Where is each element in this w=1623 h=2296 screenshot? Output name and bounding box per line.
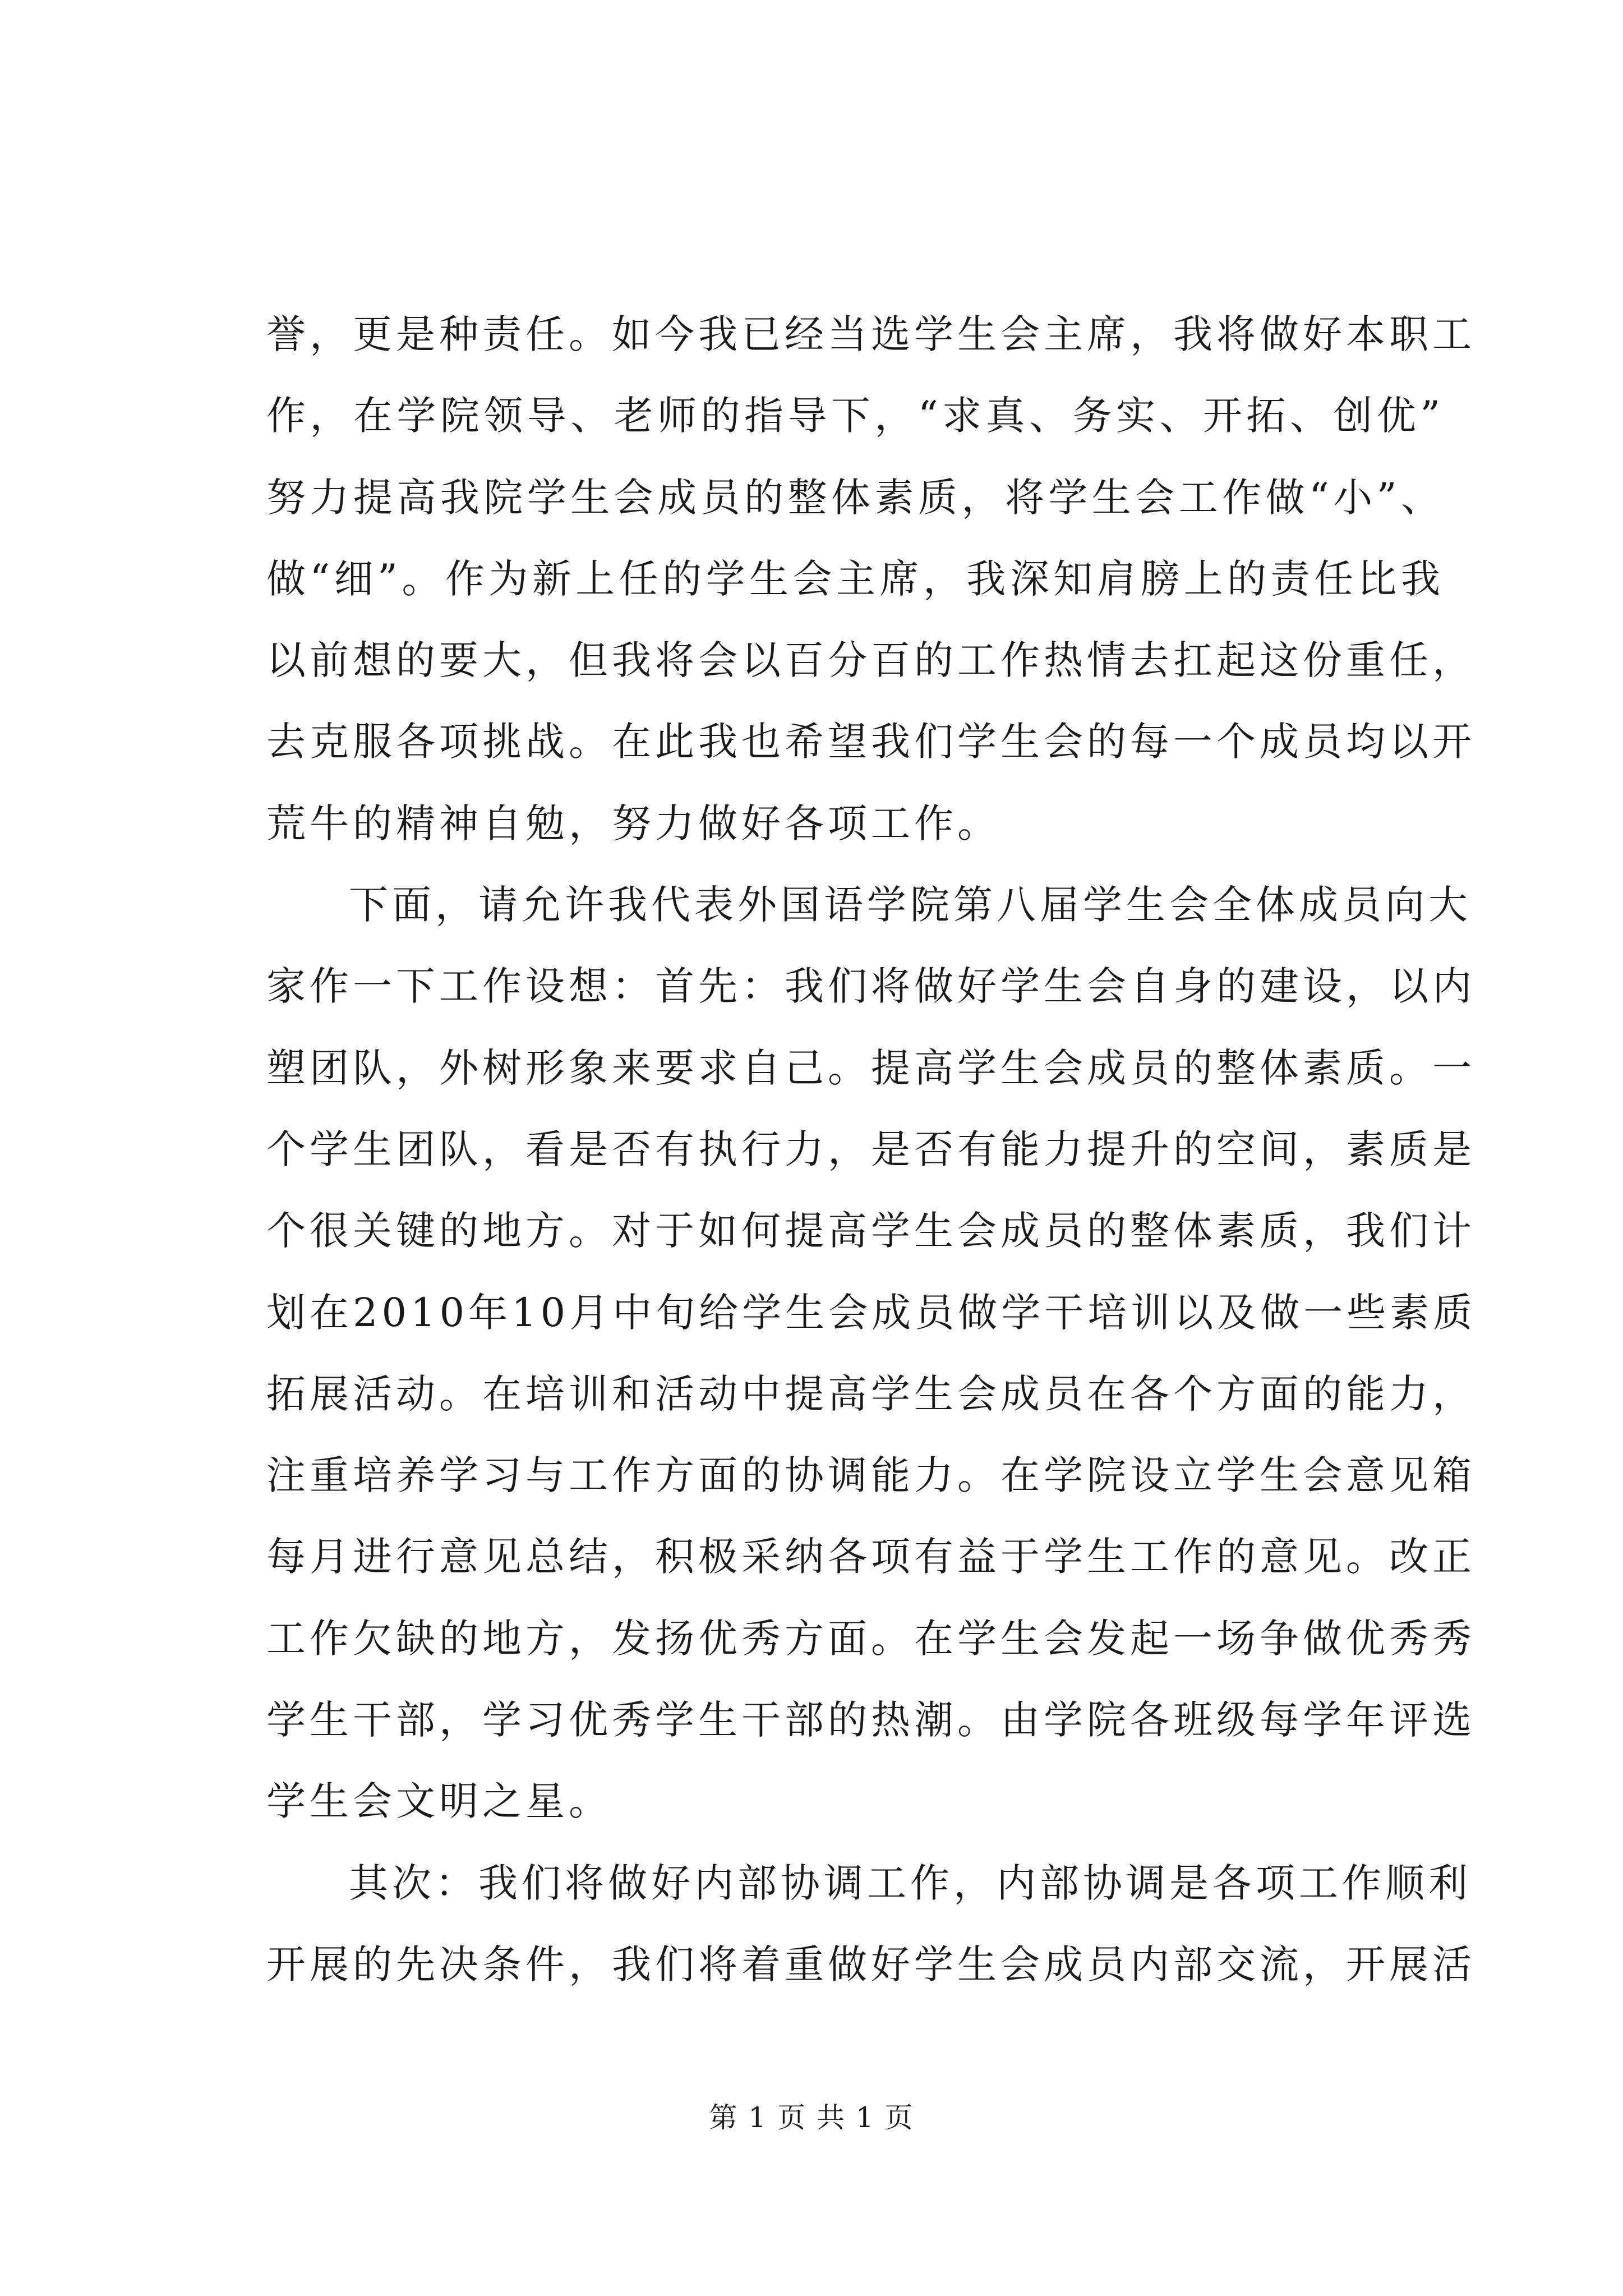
text-line: 学生干部，学习优秀学生干部的热潮。由学院各班级每学年评选 bbox=[266, 1697, 1476, 1743]
text-line: 个很关键的地方。对于如何提高学生会成员的整体素质，我们计 bbox=[266, 1208, 1476, 1254]
text-line: 做“细”。作为新上任的学生会主席，我深知肩膀上的责任比我 bbox=[266, 555, 1444, 602]
text-line: 工作欠缺的地方，发扬优秀方面。在学生会发起一场争做优秀秀 bbox=[266, 1615, 1476, 1662]
text-line: 开展的先决条件，我们将着重做好学生会成员内部交流，开展活 bbox=[266, 1941, 1476, 1987]
text-line: 拓展活动。在培训和活动中提高学生会成员在各个方面的能力， bbox=[266, 1370, 1476, 1417]
page-footer: 第 1 页 共 1 页 bbox=[709, 2101, 914, 2134]
text-line: 作，在学院领导、老师的指导下，“求真、务实、开拓、创优” bbox=[266, 393, 1444, 439]
body-text bbox=[266, 294, 1477, 2005]
text-line: 塑团队，外树形象来要求自己。提高学生会成员的整体素质。一 bbox=[266, 1045, 1476, 1091]
text-line: 努力提高我院学生会成员的整体素质，将学生会工作做“小”、 bbox=[266, 474, 1444, 521]
text-line: 注重培养学习与工作方面的协调能力。在学院设立学生会意见箱 bbox=[266, 1452, 1476, 1499]
text-line: 誉，更是种责任。如今我已经当选学生会主席，我将做好本职工 bbox=[266, 311, 1476, 357]
text-line: 每月进行意见总结，积极采纳各项有益于学生工作的意见。改正 bbox=[266, 1534, 1476, 1580]
text-line: 学生会文明之星。 bbox=[266, 1778, 612, 1825]
text-line: 个学生团队，看是否有执行力，是否有能力提升的空间，素质是 bbox=[266, 1126, 1476, 1172]
text-line: 划在2010年10月中旬给学生会成员做学干培训以及做一些素质 bbox=[266, 1289, 1477, 1336]
text-line: 以前想的要大，但我将会以百分百的工作热情去扛起这份重任， bbox=[266, 637, 1476, 684]
text-line: 家作一下工作设想：首先：我们将做好学生会自身的建设，以内 bbox=[266, 963, 1476, 1010]
text-line: 荒牛的精神自勉，努力做好各项工作。 bbox=[266, 800, 1000, 846]
text-line: 去克服各项挑战。在此我也希望我们学生会的每一个成员均以开 bbox=[266, 719, 1476, 765]
text-line: 其次：我们将做好内部协调工作，内部协调是各项工作顺利 bbox=[349, 1860, 1472, 1906]
text-line: 下面，请允许我代表外国语学院第八届学生会全体成员向大 bbox=[349, 882, 1472, 928]
